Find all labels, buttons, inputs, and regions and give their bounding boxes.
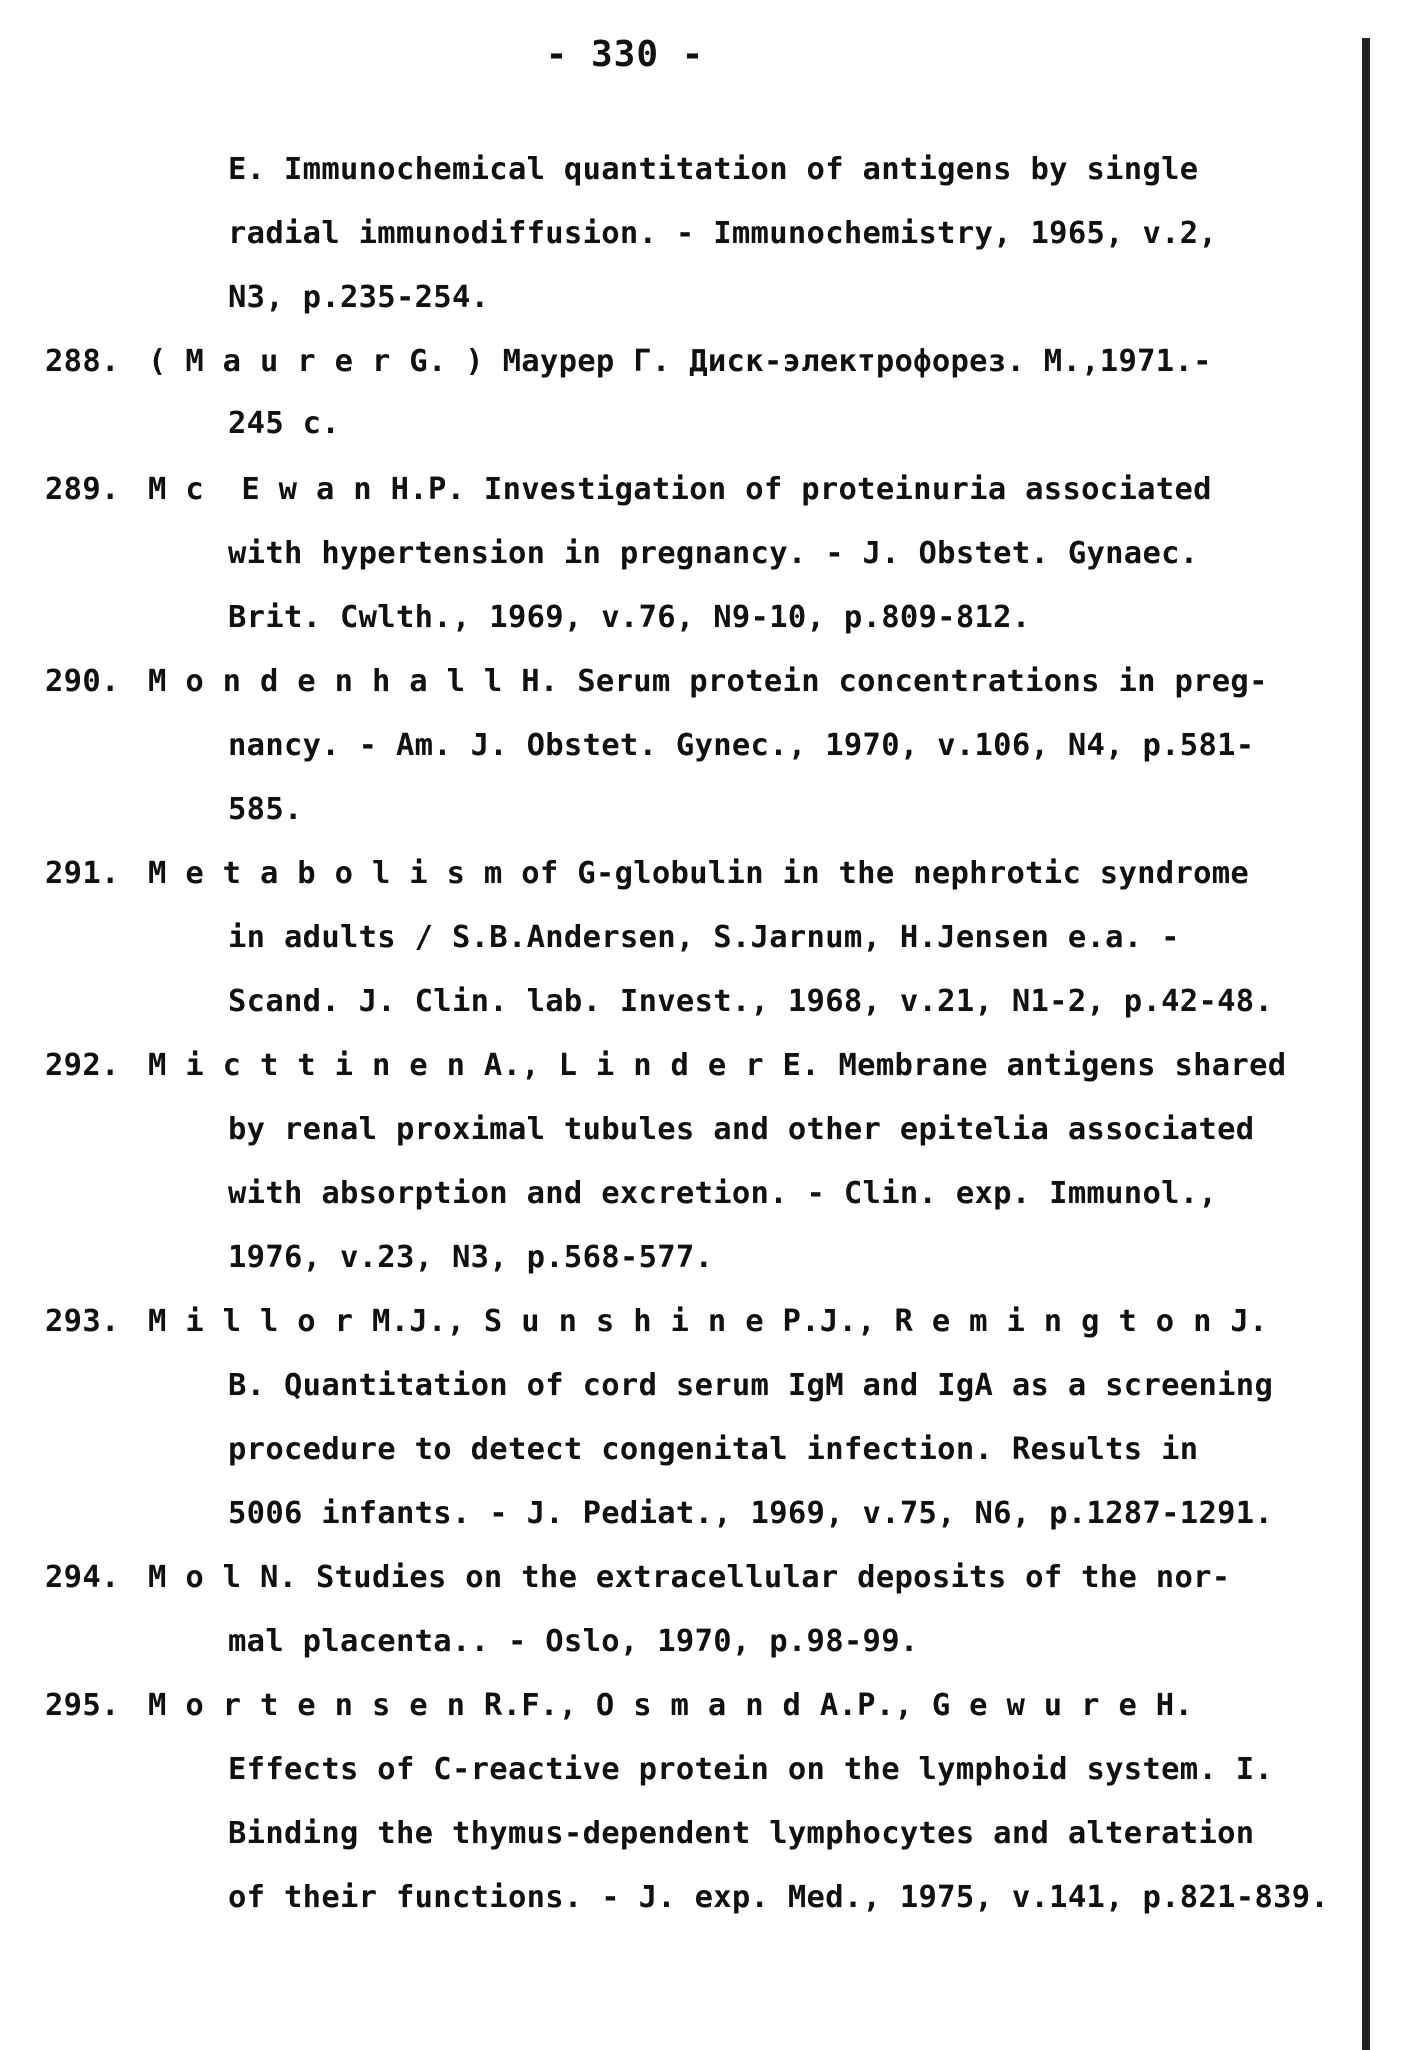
entry-number: 294.	[45, 1560, 120, 1595]
entry-number: 291.	[45, 856, 120, 891]
entry-line: nancy. - Am. J. Obstet. Gynec., 1970, v.106, N4, p.581-	[228, 728, 1255, 763]
entry-line: 5006 infants. - J. Pediat., 1969, v.75, N6, p.1287-1291.	[228, 1496, 1274, 1531]
entry-line: M o l N. Studies on the extracellular deposits of the nor-	[148, 1560, 1231, 1595]
entry-line: M i l l o r M.J., S u n s h i n e P.J., R e m i n g t o n J.	[148, 1304, 1268, 1339]
entry-line: 585.	[228, 792, 303, 827]
entry-line: procedure to detect congenital infection. Results in	[228, 1432, 1199, 1467]
entry-line: N3, p.235-254.	[228, 280, 490, 315]
entry-line: 1976, v.23, N3, p.568-577.	[228, 1240, 714, 1275]
entry-line: in adults / S.B.Andersen, S.Jarnum, H.Jensen e.a. -	[228, 920, 1180, 955]
entry-number: 295.	[45, 1688, 120, 1723]
entry-line: M i c t t i n e n A., L i n d e r E. Membrane antigens shared	[148, 1048, 1287, 1083]
entry-number: 290.	[45, 664, 120, 699]
entry-line: mal placenta.. - Oslo, 1970, p.98-99.	[228, 1624, 919, 1659]
entry-number: 292.	[45, 1048, 120, 1083]
entry-number: 289.	[45, 472, 120, 507]
entry-line: M o r t e n s e n R.F., O s m a n d A.P., G e w u r e H.	[148, 1688, 1194, 1723]
entry-line: radial immunodiffusion. - Immunochemistry, 1965, v.2,	[228, 216, 1218, 251]
entry-line: E. Immunochemical quantitation of antigens by single	[228, 152, 1199, 187]
entry-line: Binding the thymus-dependent lymphocytes and alteration	[228, 1816, 1255, 1851]
entry-line: B. Quantitation of cord serum IgM and IgA as a screening	[228, 1368, 1274, 1403]
entry-line: M o n d e n h a l l H. Serum protein concentrations in preg-	[148, 664, 1268, 699]
entry-line: Scand. J. Clin. lab. Invest., 1968, v.21, N1-2, p.42-48.	[228, 984, 1274, 1019]
entry-number: 288.	[45, 344, 120, 379]
entry-line: M e t a b o l i s m of G-globulin in the nephrotic syndrome	[148, 856, 1250, 891]
entry-line: ( M a u r e r G. ) Маурер Г. Диск-электрофорез. М.,1971.-	[148, 344, 1212, 379]
entry-line: with hypertension in pregnancy. - J. Obstet. Gynaec.	[228, 536, 1199, 571]
page-number: - 330 -	[545, 34, 705, 75]
entry-number: 293.	[45, 1304, 120, 1339]
page-binding-edge	[1362, 38, 1370, 2050]
entry-line: 245 с.	[228, 406, 340, 441]
entry-line: Brit. Cwlth., 1969, v.76, N9-10, p.809-812.	[228, 600, 1031, 635]
entry-line: M c E w a n H.P. Investigation of proteinuria associated	[148, 472, 1212, 507]
entry-line: of their functions. - J. exp. Med., 1975, v.141, p.821-839.	[228, 1880, 1330, 1915]
entry-line: Effects of C-reactive protein on the lymphoid system. I.	[228, 1752, 1274, 1787]
entry-line: with absorption and excretion. - Clin. exp. Immunol.,	[228, 1176, 1218, 1211]
entry-line: by renal proximal tubules and other epitelia associated	[228, 1112, 1255, 1147]
